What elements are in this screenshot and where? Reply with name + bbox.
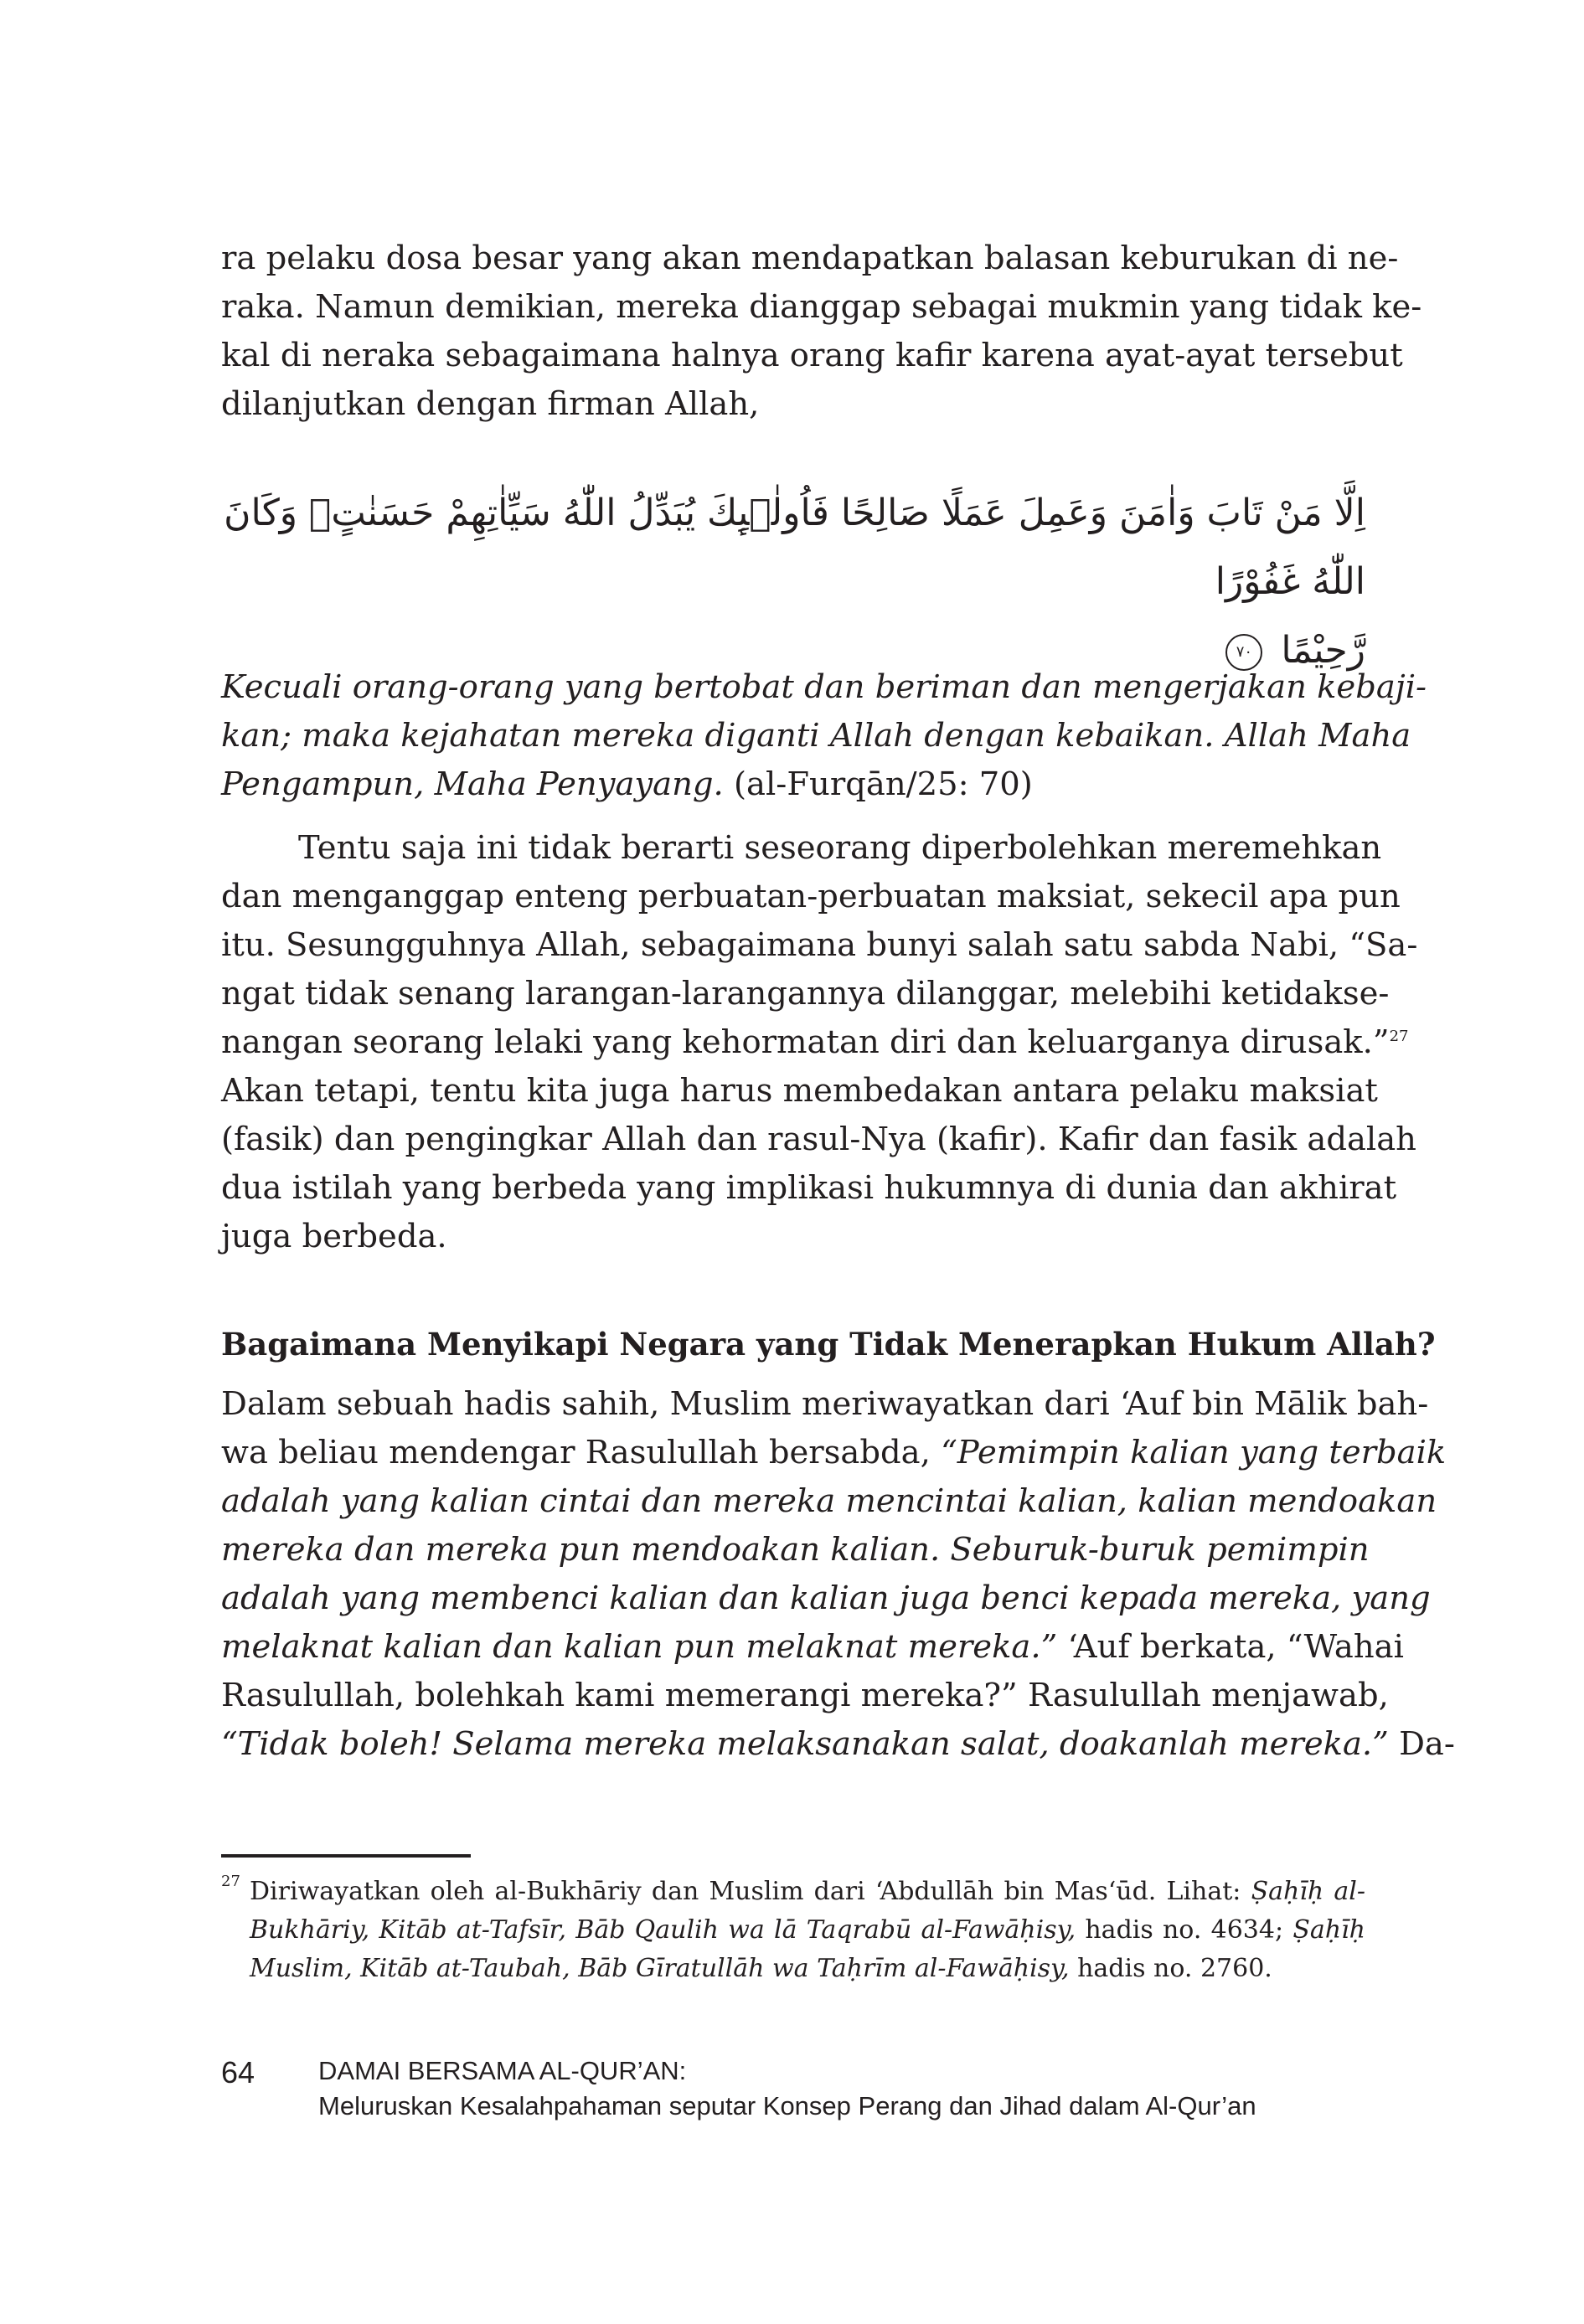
text-line: Akan tetapi, tentu kita juga harus membedakan antara pelaku maksiat [221, 1072, 1378, 1110]
footnote-line: Bukhāriy, Kitāb at-Tafsīr, Bāb Qaulih wa lā Taqrabū al-Fawāḥisy, hadis no. 4634; Ṣaḥīḥ [250, 1915, 1365, 1945]
text-line: (fasik) dan pengingkar Allah dan rasul-Nya (kafir). Kafir dan fasik adalah [221, 1121, 1416, 1158]
paragraph-2 [221, 824, 1418, 1261]
footnote-divider [221, 1854, 471, 1858]
text-line: dua istilah yang berbeda yang implikasi hukumnya di dunia dan akhirat [221, 1169, 1397, 1207]
text-line: dilanjutkan dengan firman Allah, [221, 385, 760, 423]
text-line: wa beliau mendengar Rasulullah bersabda, “Pemimpin kalian yang terbaik [221, 1434, 1447, 1471]
text-line: mereka dan mereka pun mendoakan kalian. Seburuk-buruk pemimpin [221, 1531, 1370, 1569]
ayah-number-icon: ٧٠ [1225, 634, 1262, 671]
text-line [221, 760, 1365, 809]
text-line: kal di neraka sebagaimana halnya orang kafir karena ayat-ayat tersebut [221, 337, 1403, 374]
page-number: 64 [221, 2055, 255, 2090]
text-line: “Tidak boleh! Selama mereka melaksanakan salat, doakanlah mereka.” Da- [221, 1725, 1455, 1763]
quran-verse [221, 479, 1365, 685]
text-line: Rasulullah, bolehkah kami memerangi mereka?” Rasulullah menjawab, [221, 1677, 1389, 1714]
text-line: Dalam sebuah hadis sahih, Muslim meriwayatkan dari ‘Auf bin Mālik bah- [221, 1385, 1429, 1423]
arabic-verse-word: رَّحِيْمًا [1281, 629, 1365, 672]
footnote-line: Diriwayatkan oleh al-Bukhāriy dan Muslim dari ‘Abdullāh bin Mas‘ūd. Lihat: Ṣaḥīḥ al- [250, 1877, 1366, 1906]
text-line: ngat tidak senang larangan-larangannya dilanggar, melebihi ketidakse- [221, 975, 1390, 1013]
footnote-marker[interactable]: 27 [1389, 1028, 1409, 1046]
text-line: ra pelaku dosa besar yang akan mendapatkan balasan keburukan di ne- [221, 240, 1399, 277]
book-subtitle: Meluruskan Kesalahpahaman seputar Konsep Perang dan Jihad dalam Al-Qur’an [318, 2091, 1256, 2120]
footnote [221, 1873, 1365, 1988]
paragraph-3 [221, 1380, 1455, 1769]
surah-reference: (al-Furqān/25: 70) [723, 765, 1033, 803]
text-line: nangan seorang lelaki yang kehormatan diri dan keluarganya dirusak.”$^{27}$ [221, 1023, 1409, 1061]
book-title: DAMAI BERSAMA AL-QUR’AN: [318, 2056, 687, 2085]
arabic-verse-line-1: اِلَّا مَنْ تَابَ وَاٰمَنَ وَعَمِلَ عَمَلًا صَالِحًا فَاُولٰۤىِٕكَ يُبَدِّلُ اللّٰهُ سَيِّاٰتِهِمْ حَسَنٰتٍۗ وَكَانَ اللّٰهُ غَفُوْرًا [224, 492, 1365, 603]
footnote-number: 27 [221, 1873, 240, 1890]
text-line: Kecuali orang-orang yang bertobat dan beriman dan mengerjakan kebaji- [221, 668, 1427, 706]
translation-end: Pengampun, Maha Penyayang. [221, 765, 724, 803]
text-line: raka. Namun demikian, mereka dianggap sebagai mukmin yang tidak ke- [221, 288, 1422, 326]
text-line: itu. Sesungguhnya Allah, sebagaimana bunyi salah satu sabda Nabi, “Sa- [221, 926, 1418, 964]
text-line: kan; maka kejahatan mereka diganti Allah dengan kebaikan. Allah Maha [221, 717, 1411, 755]
footnote-line: Muslim, Kitāb at-Taubah, Bāb Gīratullāh wa Taḥrīm al-Fawāḥisy, hadis no. 2760. [250, 1954, 1272, 1983]
text-line: adalah yang kalian cintai dan mereka mencintai kalian, kalian mendoakan [221, 1482, 1437, 1520]
text-line: dan menganggap enteng perbuatan-perbuatan maksiat, sekecil apa pun [221, 878, 1401, 915]
paragraph-1 [221, 234, 1422, 429]
verse-translation [221, 663, 1427, 809]
text-line: adalah yang membenci kalian dan kalian juga benci kepada mereka, yang [221, 1579, 1431, 1617]
text-line: melaknat kalian dan kalian pun melaknat mereka.” ‘Auf berkata, “Wahai [221, 1628, 1404, 1666]
text-line: juga berbeda. [221, 1218, 447, 1255]
running-footer [318, 2053, 1256, 2124]
section-heading: Bagaimana Menyikapi Negara yang Tidak Menerapkan Hukum Allah? [221, 1326, 1436, 1363]
text-line: Tentu saja ini tidak berarti seseorang diperbolehkan meremehkan [298, 829, 1382, 867]
